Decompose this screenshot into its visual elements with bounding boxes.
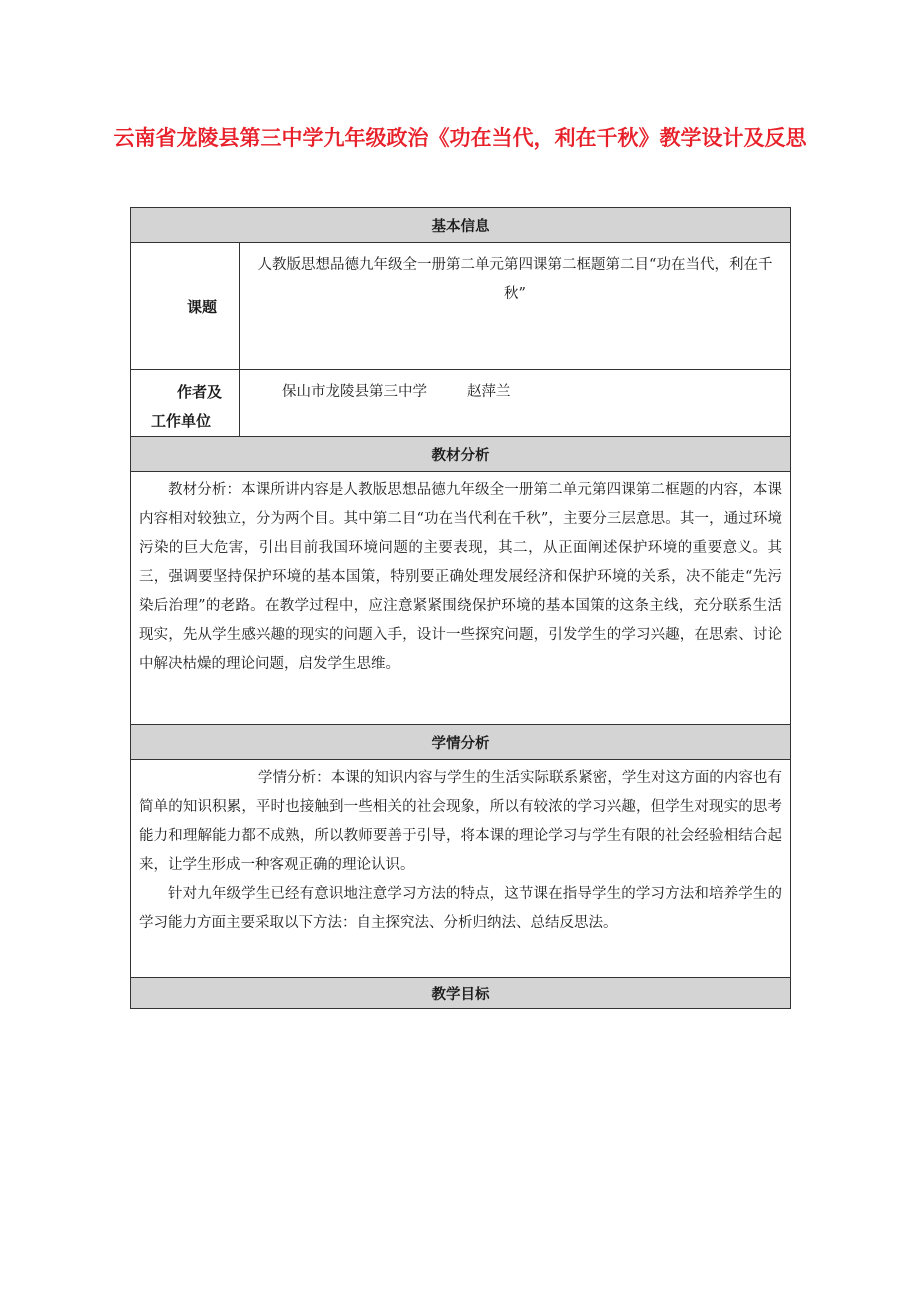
topic-row: [131, 243, 791, 370]
textbook-analysis-paragraph: 教材分析：本课所讲内容是人教版思想品德九年级全一册第二单元第四课第二框题的内容，本课内容相对较独立，分为两个目。其中第二目“功在当代利在千秋”，主要分三层意思。其一，通过环境污染的巨大危害，引出目前我国环境问题的主要表现，其二，从正面阐述保护环境的重要意义。其三，强调要坚持保护环境的基本国策，特别要正确处理发展经济和保护环境的关系，决不能走“先污染后治理”的老路。在教学过程中，应注意紧紧围绕保护环境的基本国策的这条主线，充分联系生活现实，先从学生感兴趣的现实的问题入手，设计一些探究问题，引发学生的学习兴趣，在思索、讨论中解决枯燥的理论问题，启发学生思维。: [139, 482, 782, 672]
topic-label: 课题: [131, 243, 240, 370]
goals-header-row: [131, 978, 791, 1009]
basic-info-header: 基本信息: [131, 208, 791, 243]
lesson-plan-table: [130, 207, 791, 1009]
student-analysis-paragraph-2: 针对九年级学生已经有意识地注意学习方法的特点，这节课在指导学生的学习方法和培养学生的学习能力方面主要采取以下方法：自主探究法、分析归纳法、总结反思法。: [139, 886, 782, 931]
textbook-analysis-cell: [131, 472, 791, 725]
basic-info-header-row: [131, 208, 791, 243]
teaching-goals-header: 教学目标: [131, 978, 791, 1009]
document-title: 云南省龙陵县第三中学九年级政治《功在当代，利在千秋》教学设计及反思: [113, 126, 807, 150]
author-row: [131, 370, 791, 437]
author-label-line2: 工作单位: [151, 412, 212, 430]
student-analysis-paragraph-1: 学情分析：本课的知识内容与学生的生活实际联系紧密，学生对这方面的内容也有简单的知识积累，平时也接触到一些相关的社会现象，所以有较浓的学习兴趣，但学生对现实的思考能力和理解能力都不成熟，所以教师要善于引导，将本课的理论学习与学生有限的社会经验相结合起来，让学生形成一种客观正确的理论认识。: [139, 770, 782, 873]
author-label-line1: 作者及: [177, 383, 223, 401]
student-header-row: [131, 725, 791, 760]
author-value: [240, 370, 791, 437]
student-body-row: [131, 760, 791, 978]
student-analysis-header: 学情分析: [131, 725, 791, 760]
author-unit: 保山市龙陵县第三中学: [282, 384, 427, 400]
author-label: [131, 370, 240, 437]
student-analysis-cell: [131, 760, 791, 978]
textbook-header-row: [131, 437, 791, 472]
topic-value: 人教版思想品德九年级全一册第二单元第四课第二框题第二目“功在当代，利在千秋”: [240, 243, 791, 370]
textbook-body-row: [131, 472, 791, 725]
author-name: 赵萍兰: [467, 384, 511, 400]
textbook-analysis-header: 教材分析: [131, 437, 791, 472]
